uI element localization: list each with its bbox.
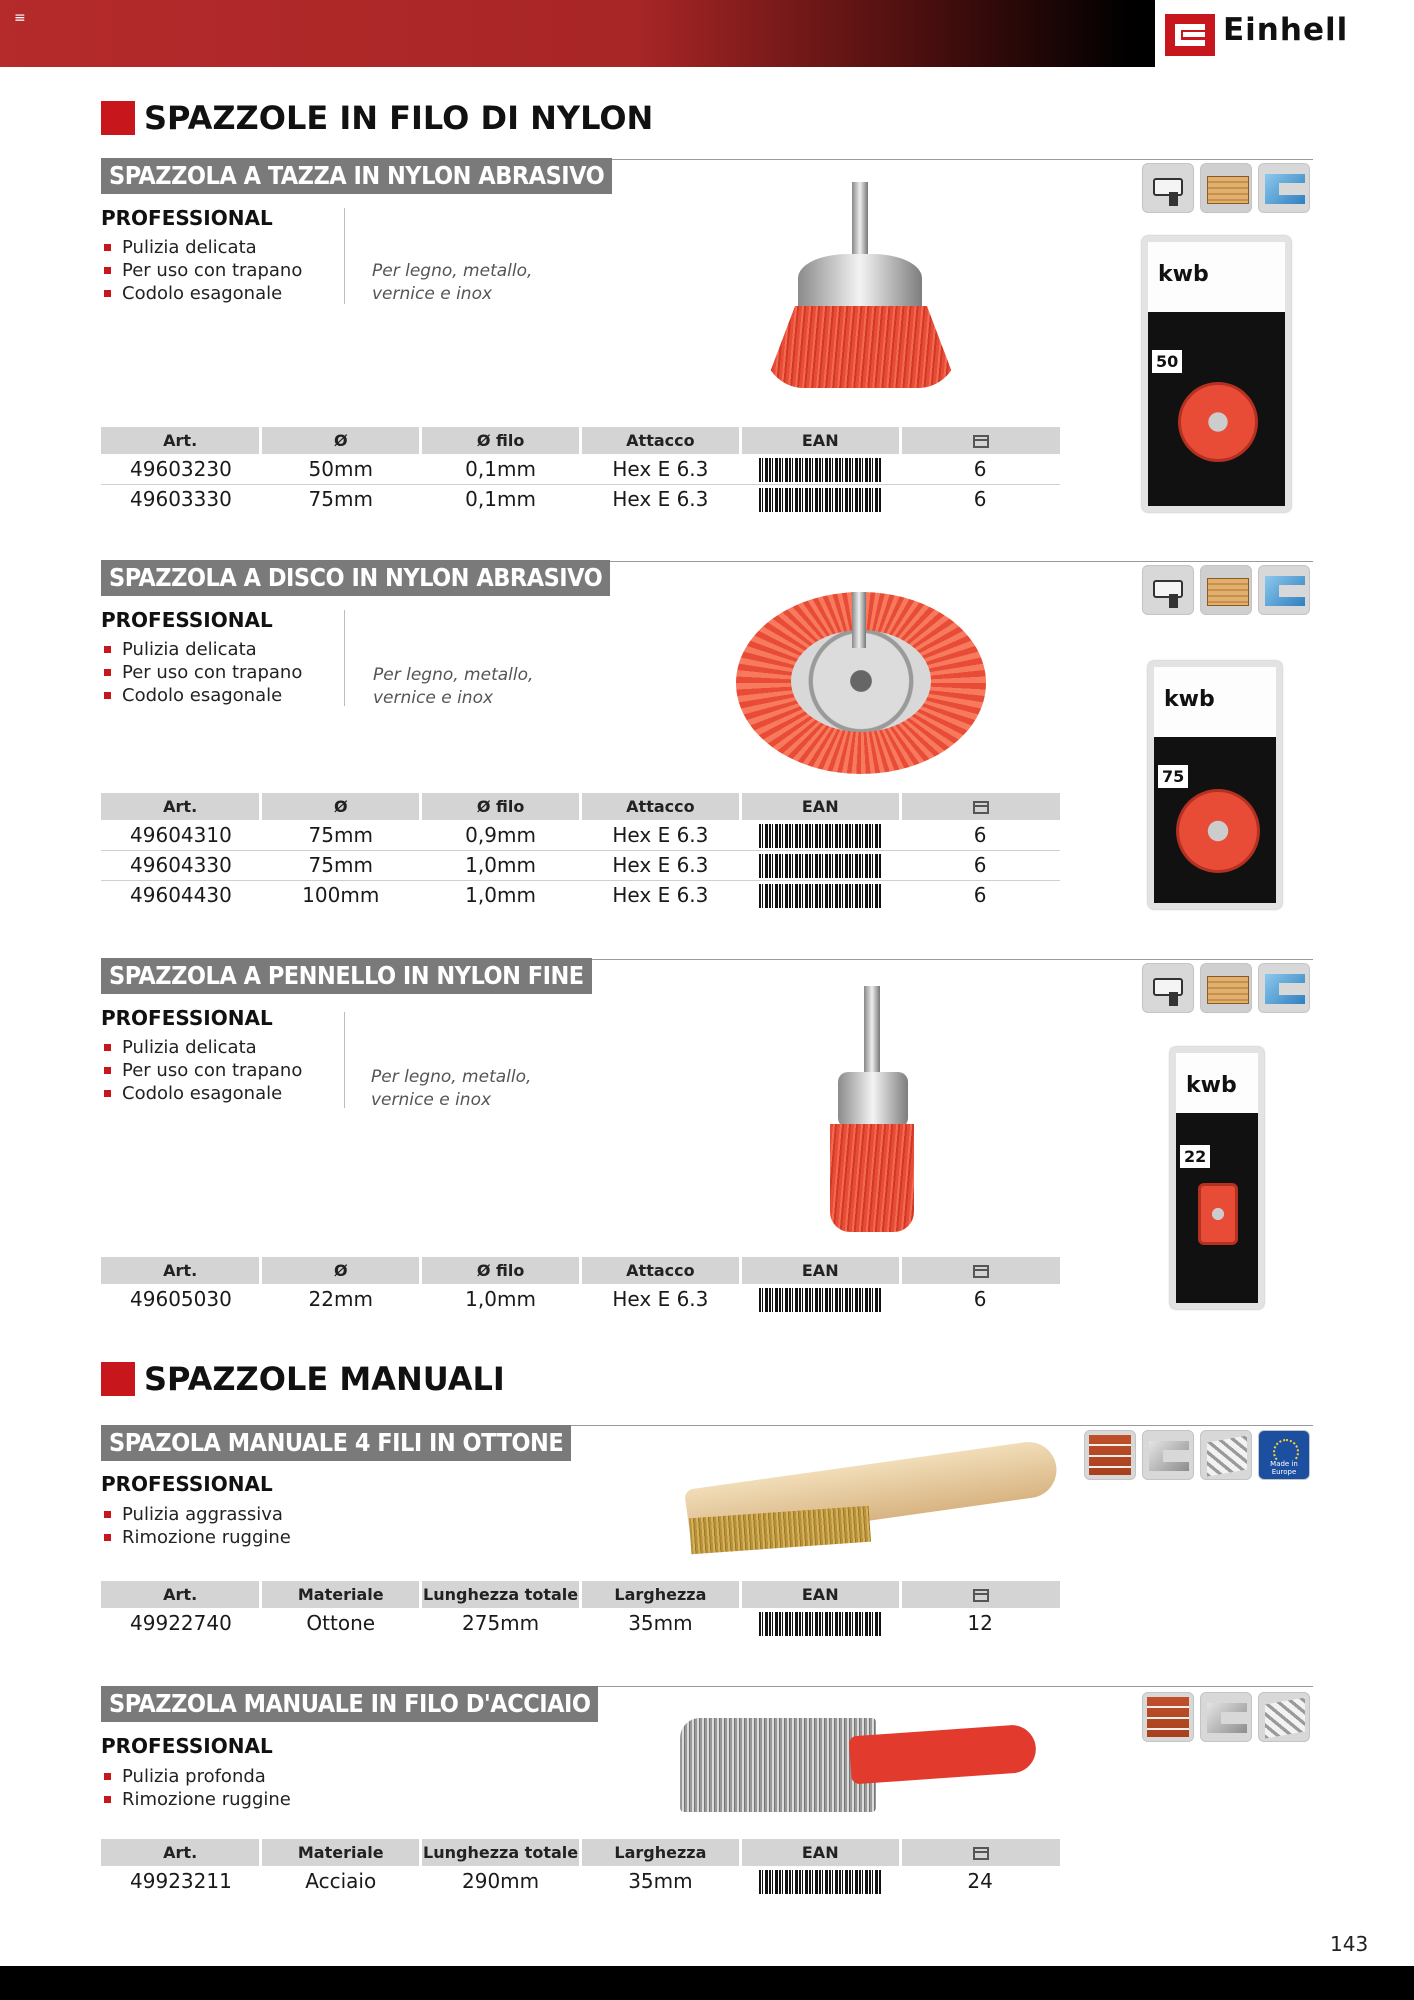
brick-icon: [1142, 1692, 1194, 1742]
feature-item: Pulizia profonda: [102, 1765, 291, 1788]
cell-ean: [740, 850, 900, 880]
table-row: [101, 484, 1060, 514]
made-in-europe-label: Made in Europe: [1259, 1460, 1309, 1476]
feature-item: Codolo esagonale: [102, 282, 302, 305]
feature-item: Pulizia delicata: [102, 1036, 302, 1059]
table-row: [101, 1284, 1060, 1314]
cell-ean: [740, 1608, 900, 1638]
column-header: Art.: [101, 427, 261, 454]
product-title: SPAZZOLA MANUALE IN FILO D'ACCIAIO: [101, 1686, 598, 1722]
brand-logo: [1155, 0, 1414, 67]
cell: Ottone: [306, 1611, 376, 1635]
usage-note-line: vernice e inox: [372, 284, 493, 304]
product-title: SPAZZOLA A DISCO IN NYLON ABRASIVO: [101, 560, 610, 596]
feature-item: Rimozione ruggine: [102, 1526, 291, 1549]
column-header: Art.: [101, 1581, 261, 1608]
column-header: Ø filo: [421, 793, 581, 820]
package-size: 50: [1152, 350, 1182, 373]
cell-ean: [740, 880, 900, 910]
section-heading-manual: [101, 1360, 505, 1398]
cell: 75mm: [261, 820, 421, 850]
usage-note: [372, 260, 532, 306]
section-title: SPAZZOLE MANUALI: [144, 1360, 505, 1398]
feature-list: [102, 1503, 291, 1549]
page-number: 143: [1330, 1932, 1369, 1956]
usage-note-line: vernice e inox: [373, 688, 494, 708]
brick-icon: [1084, 1430, 1136, 1480]
cell-ean: [740, 820, 900, 850]
usage-icons: [1142, 1692, 1310, 1742]
wood-icon: [1200, 565, 1252, 615]
feature-item: Pulizia delicata: [102, 638, 302, 661]
product-grade: PROFESSIONAL: [101, 1734, 273, 1758]
barcode-icon: [759, 1870, 881, 1894]
package-brush-icon: [1176, 789, 1260, 873]
product-grade: PROFESSIONAL: [101, 1472, 273, 1496]
cell: 75mm: [261, 850, 421, 880]
cell: 22mm: [308, 1287, 373, 1311]
separator: [344, 610, 345, 706]
package-qty-header: [900, 1257, 1060, 1284]
cell: Hex E 6.3: [580, 850, 740, 880]
cell-art: 49604310: [101, 820, 261, 850]
section-marker-icon: [101, 1362, 135, 1396]
cell-qty: 12: [967, 1611, 993, 1635]
cell: 35mm: [628, 1611, 693, 1635]
table-row: [101, 454, 1060, 484]
spec-table: [101, 1839, 1060, 1896]
package-qty-header: [900, 1581, 1060, 1608]
cell: Hex E 6.3: [612, 883, 709, 908]
column-header: Lunghezza totale: [421, 1581, 581, 1608]
cell: 275mm: [462, 1611, 540, 1635]
cell-qty: 6: [973, 883, 987, 908]
column-header: EAN: [740, 793, 900, 820]
drill-icon: [1142, 963, 1194, 1013]
feature-item: Per uso con trapano: [102, 259, 302, 282]
column-header: Larghezza: [580, 1581, 740, 1608]
package-size: 22: [1180, 1145, 1210, 1168]
product-grade: PROFESSIONAL: [101, 206, 273, 230]
section-marker-icon: [101, 101, 135, 135]
metal-icon: [1258, 963, 1310, 1013]
usage-note-line: Per legno, metallo,: [373, 665, 534, 685]
table-row: [101, 880, 1060, 910]
column-header: EAN: [740, 1839, 900, 1866]
column-header: Ø filo: [421, 427, 581, 454]
cell-qty: 6: [900, 820, 1060, 850]
barcode-icon: [759, 458, 881, 482]
product-title: SPAZZOLA A PENNELLO IN NYLON FINE: [101, 958, 592, 994]
barcode-icon: [759, 1612, 881, 1636]
package-size: 75: [1158, 765, 1188, 788]
usage-icons: [1084, 1430, 1310, 1480]
steel-icon: [1200, 1692, 1252, 1742]
box-icon: [973, 435, 989, 448]
feature-item: Codolo esagonale: [102, 1082, 302, 1105]
package-brand: kwb: [1164, 687, 1215, 712]
feature-item: Per uso con trapano: [102, 661, 302, 684]
usage-note: [371, 1066, 531, 1112]
box-icon: [973, 1265, 989, 1278]
package-qty-header: [900, 1839, 1060, 1866]
product-title: SPAZOLA MANUALE 4 FILI IN OTTONE: [101, 1425, 571, 1461]
feature-list: [102, 236, 302, 305]
cell-ean: [740, 484, 900, 514]
cell-art: 49604330: [101, 850, 261, 880]
section-title: SPAZZOLE IN FILO DI NYLON: [144, 99, 654, 137]
column-header: EAN: [740, 1581, 900, 1608]
table-row: [101, 1866, 1060, 1896]
usage-note: [373, 664, 533, 710]
package-qty-header: [900, 793, 1060, 820]
column-header: EAN: [740, 427, 900, 454]
feature-item: Pulizia aggrassiva: [102, 1503, 291, 1526]
feature-item: Pulizia delicata: [102, 236, 302, 259]
column-header: Attacco: [580, 427, 740, 454]
product-title: SPAZZOLA A TAZZA IN NYLON ABRASIVO: [101, 158, 612, 194]
usage-icons: [1142, 565, 1310, 615]
column-header: Ø: [261, 427, 421, 454]
column-header: Ø: [261, 793, 421, 820]
column-header: Art.: [101, 793, 261, 820]
usage-note-line: Per legno, metallo,: [371, 1067, 532, 1087]
brand-logo-icon: [1165, 14, 1215, 56]
barcode-icon: [759, 824, 881, 848]
drill-icon: [1142, 565, 1194, 615]
spec-table: [101, 793, 1060, 910]
menu-icon[interactable]: ≡: [14, 10, 26, 26]
usage-icons: [1142, 163, 1310, 213]
barcode-icon: [759, 854, 881, 878]
separator: [344, 208, 345, 304]
box-icon: [973, 1589, 989, 1602]
column-header: Materiale: [261, 1581, 421, 1608]
cell: Hex E 6.3: [580, 454, 740, 484]
cell-ean: [740, 454, 900, 484]
steel-icon: [1142, 1430, 1194, 1480]
barcode-icon: [759, 1288, 881, 1312]
usage-icons: [1142, 963, 1310, 1013]
cell-art: 49603330: [130, 487, 232, 512]
package-photo: [1142, 236, 1291, 512]
table-header: [101, 793, 1060, 820]
cell-qty: 6: [900, 454, 1060, 484]
cell: 35mm: [628, 1869, 693, 1893]
usage-note-line: vernice e inox: [371, 1090, 492, 1110]
grating-icon: [1258, 1692, 1310, 1742]
table-header: [101, 1581, 1060, 1608]
cell-art: 49604430: [130, 883, 232, 908]
wood-icon: [1200, 963, 1252, 1013]
cell-qty: 6: [973, 1287, 987, 1311]
table-header: [101, 1257, 1060, 1284]
metal-icon: [1258, 565, 1310, 615]
feature-item: Rimozione ruggine: [102, 1788, 291, 1811]
cell: 1,0mm: [421, 850, 581, 880]
cell: Hex E 6.3: [612, 487, 709, 512]
brand-name: Einhell: [1223, 12, 1349, 48]
column-header: EAN: [740, 1257, 900, 1284]
column-header: Larghezza: [580, 1839, 740, 1866]
cell: Acciaio: [305, 1869, 377, 1893]
cell-qty: 6: [973, 487, 987, 512]
cell-ean: [740, 1866, 900, 1896]
cell-art: 49605030: [130, 1287, 232, 1311]
feature-list: [102, 638, 302, 707]
made-in-europe-icon: [1258, 1430, 1310, 1480]
column-header: Art.: [101, 1257, 261, 1284]
cell-art: 49923211: [130, 1869, 232, 1893]
feature-item: Codolo esagonale: [102, 684, 302, 707]
package-brush-icon: [1178, 382, 1258, 462]
column-header: Attacco: [580, 793, 740, 820]
cell: 50mm: [261, 454, 421, 484]
separator: [344, 1012, 345, 1108]
wood-icon: [1200, 163, 1252, 213]
spec-table: [101, 427, 1060, 514]
table-row: [101, 850, 1060, 880]
package-brand: kwb: [1158, 262, 1209, 287]
metal-icon: [1258, 163, 1310, 213]
feature-list: [102, 1036, 302, 1105]
column-header: Art.: [101, 1839, 261, 1866]
cell-qty: 6: [900, 850, 1060, 880]
package-photo: [1148, 661, 1282, 909]
footer-bar: [0, 1966, 1414, 2000]
package-brand: kwb: [1186, 1073, 1237, 1098]
package-qty-header: [900, 427, 1060, 454]
cell-art: 49603230: [101, 454, 261, 484]
product-grade: PROFESSIONAL: [101, 1006, 273, 1030]
column-header: Ø: [261, 1257, 421, 1284]
table-row: [101, 820, 1060, 850]
cell-ean: [740, 1284, 900, 1314]
cell: 75mm: [308, 487, 373, 512]
cell: 0,1mm: [465, 487, 536, 512]
drill-icon: [1142, 163, 1194, 213]
column-header: Attacco: [580, 1257, 740, 1284]
box-icon: [973, 1847, 989, 1860]
cell-qty: 24: [967, 1869, 993, 1893]
cell: 100mm: [302, 883, 380, 908]
column-header: Materiale: [261, 1839, 421, 1866]
package-photo: [1170, 1047, 1264, 1309]
barcode-icon: [759, 884, 881, 908]
cell: 1,0mm: [465, 883, 536, 908]
package-brush-icon: [1198, 1183, 1238, 1245]
grating-icon: [1200, 1430, 1252, 1480]
cell-art: 49922740: [130, 1611, 232, 1635]
cell: 290mm: [462, 1869, 540, 1893]
column-header: Ø filo: [421, 1257, 581, 1284]
section-heading-nylon: [101, 99, 653, 137]
cell: 1,0mm: [465, 1287, 536, 1311]
cell: Hex E 6.3: [580, 820, 740, 850]
column-header: Lunghezza totale: [421, 1839, 581, 1866]
cell: Hex E 6.3: [612, 1287, 709, 1311]
box-icon: [973, 801, 989, 814]
feature-list: [102, 1765, 291, 1811]
table-header: [101, 427, 1060, 454]
product-grade: PROFESSIONAL: [101, 608, 273, 632]
spec-table: [101, 1257, 1060, 1314]
feature-item: Per uso con trapano: [102, 1059, 302, 1082]
cell: 0,1mm: [421, 454, 581, 484]
usage-note-line: Per legno, metallo,: [372, 261, 533, 281]
table-row: [101, 1608, 1060, 1638]
table-header: [101, 1839, 1060, 1866]
cell: 0,9mm: [421, 820, 581, 850]
barcode-icon: [759, 488, 881, 512]
spec-table: [101, 1581, 1060, 1638]
